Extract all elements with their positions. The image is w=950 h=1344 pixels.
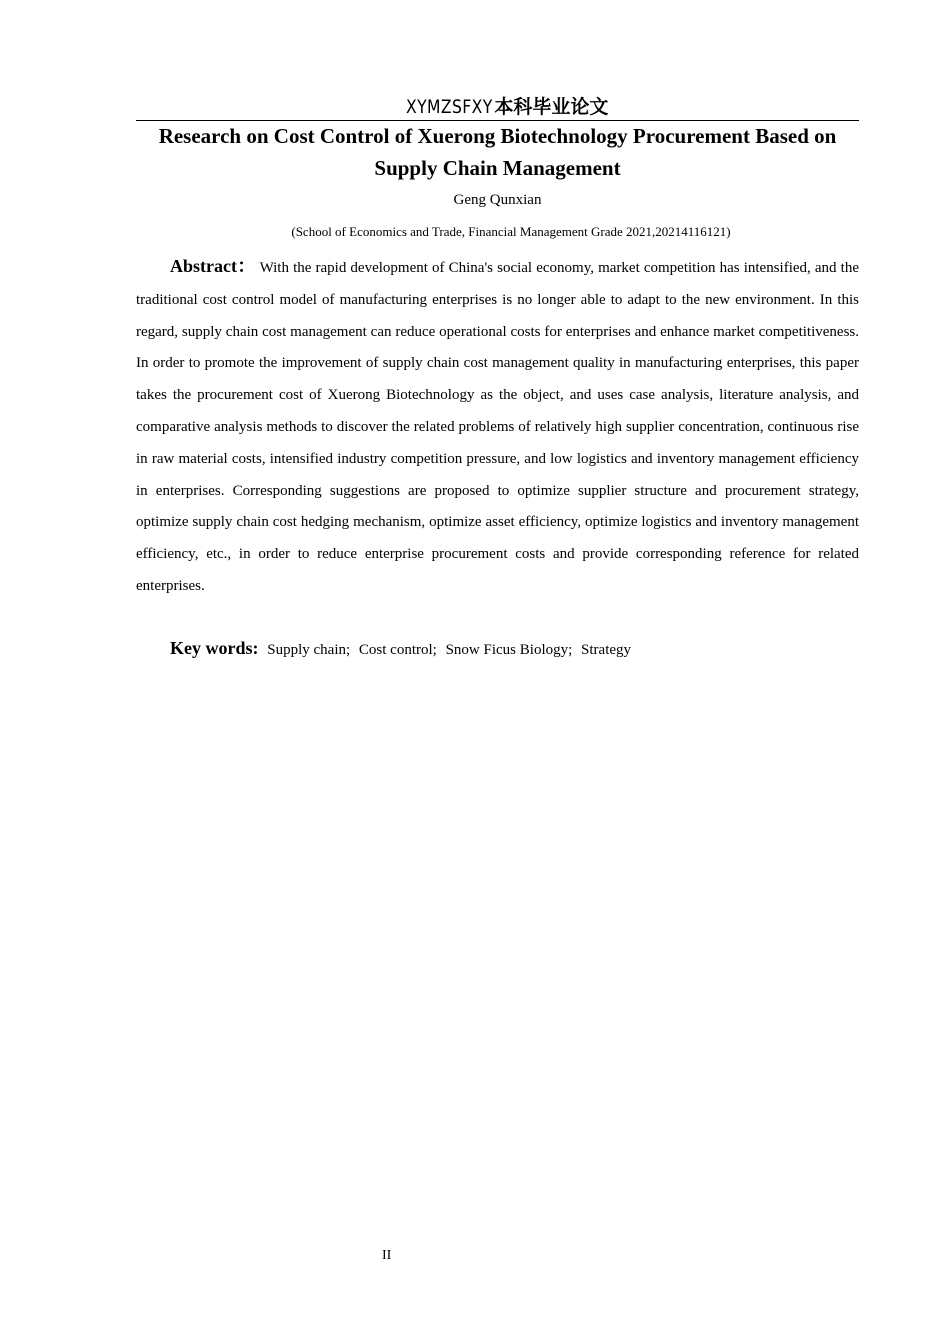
keyword-item: Snow Ficus Biology; bbox=[445, 642, 573, 658]
keyword-item: Strategy bbox=[581, 642, 632, 658]
author-affiliation: (School of Economics and Trade, Financial Management Grade 2021,20214116121) bbox=[291, 224, 731, 239]
header-thesis-label: 本科毕业论文 bbox=[494, 96, 609, 118]
abstract-paragraph bbox=[136, 251, 859, 603]
paper-title: Research on Cost Control of Xuerong Biotechnology Procurement Based on Supply Chain Management bbox=[158, 124, 837, 180]
running-header bbox=[136, 94, 859, 121]
abstract-text: With the rapid development of China's social economy, market competition has intensified, and the traditional cost control model of manufacturing enterprises is no longer able to adapt to the new environment. In this regard, supply chain cost management can reduce operational costs for enterprises and enhance market competitiveness. In order to promote the improvement of supply chain cost management quality in manufacturing enterprises, this paper takes the procurement cost of Xuerong Biotechnology as the object, and uses case analysis, literature analysis, and comparative analysis methods to discover the related problems of relatively high supplier concentration, continuous rise in raw material costs, intensified industry competition pressure, and low logistics and inventory management efficiency in enterprises. Corresponding suggestions are proposed to optimize supplier structure and procurement strategy, optimize supply chain cost hedging mechanism, optimize asset efficiency, optimize logistics and inventory management efficiency, etc., in order to reduce enterprise procurement costs and provide corresponding reference for related enterprises. bbox=[136, 260, 859, 594]
keywords-label: Key words: bbox=[170, 638, 259, 658]
abstract-label: Abstract： bbox=[170, 256, 256, 276]
keywords-line bbox=[170, 634, 860, 664]
page-number: II bbox=[382, 1248, 392, 1263]
keyword-item: Supply chain; bbox=[267, 642, 351, 658]
header-institution-code: XYMZSFXY bbox=[405, 96, 493, 118]
keyword-item: Cost control; bbox=[358, 642, 437, 658]
author-name: Geng Qunxian bbox=[453, 192, 542, 208]
